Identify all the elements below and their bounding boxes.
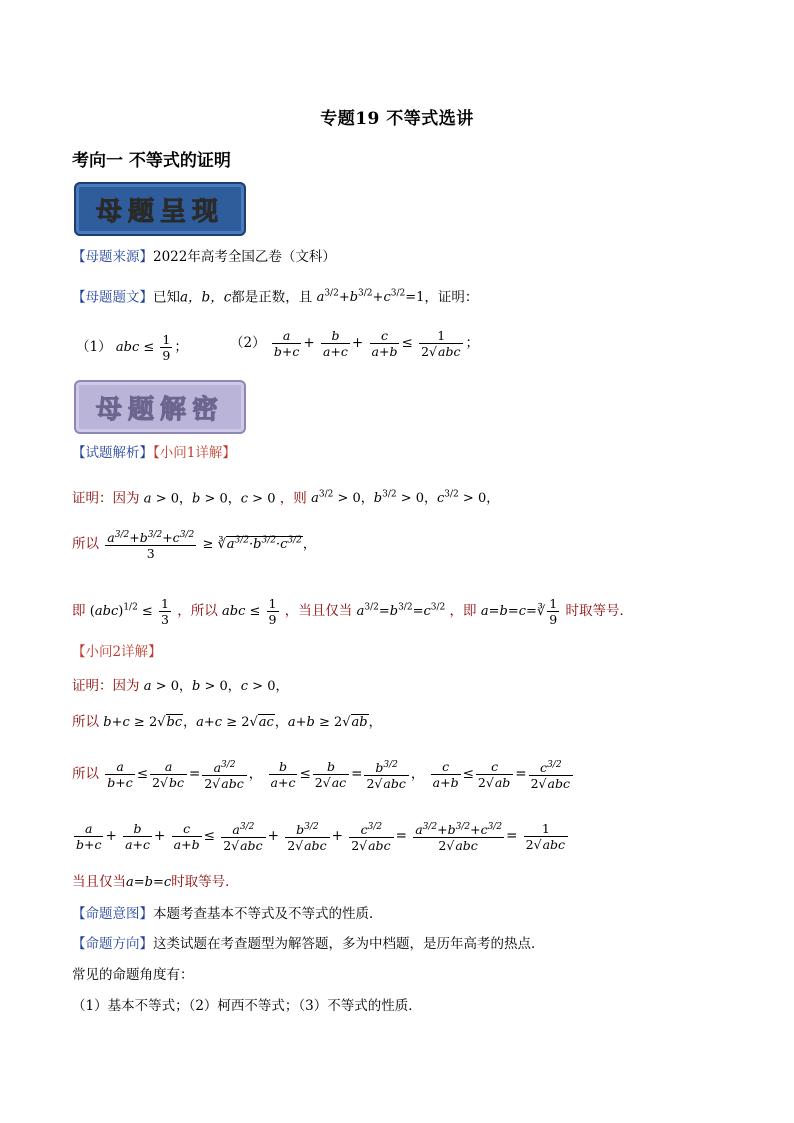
source-tag: 【母题来源】 — [72, 249, 153, 265]
proof1-line1: 证明：因为 a > 0，b > 0，c > 0 ，则 $a^{3/2} > 0$，$b^{3/2} > 0$，$c^{3/2} > 0$， — [72, 490, 500, 507]
angles-title: 常见的命题角度有： — [72, 967, 194, 983]
problem-tag: 【母题题文】 — [72, 289, 153, 306]
proof2-line1: 证明：因为 a > 0，b > 0，c > 0， — [72, 678, 289, 694]
analysis-tag: 【试题解析】 — [72, 445, 153, 461]
proof1-l1-pre: 证明：因为 — [72, 490, 140, 507]
proof1-l3-post: 时取等号． — [565, 603, 633, 619]
question-2: （2） $\frac{a}{b+c}$ + $\frac{b}{a+c}$ + $\frac{c}{a+b}$ ≤ $\frac{1}{\text{2√abc}}$ ； — [230, 328, 479, 359]
problem-vars: a，b，c — [180, 289, 232, 306]
problem-pre: 已知 — [153, 289, 180, 306]
proof1-l2-pre: 所以 — [72, 536, 99, 553]
page-title: 专题19 不等式选讲 — [320, 109, 474, 129]
source-line — [72, 247, 336, 267]
proof2-l2-pre: 所以 — [72, 714, 99, 730]
proof1-l1-mid: ，则 — [279, 490, 307, 507]
source-text: 2022年高考全国乙卷（文科） — [153, 249, 336, 265]
intent-line — [72, 904, 383, 924]
proof2-l5-post: 时取等号． — [171, 874, 239, 890]
banner-solution: 母题解密 — [74, 380, 246, 434]
sub2-tag: 【小问2详解】 — [72, 644, 162, 660]
intent-text: 本题考查基本不等式及不等式的性质． — [153, 906, 383, 922]
proof2-l3-pre: 所以 — [72, 766, 99, 783]
proof2-line5: 当且仅当a=b=c时取等号． — [72, 874, 239, 890]
proof2-l1-pre: 证明：因为 — [72, 678, 140, 694]
analysis-heading — [72, 443, 236, 463]
direction-tag: 【命题方向】 — [72, 936, 153, 952]
proof1-l3-mid3: ，即 — [449, 603, 477, 619]
proof2-line2: 所以 b+c ≥ 2√bc，a+c ≥ 2√ac，a+b ≥ 2√ab， — [72, 714, 382, 730]
direction-line — [72, 934, 545, 954]
proof2-line4: $\frac{a}{b+c}$ + $\frac{b}{a+c}$ + $\frac{c}{a+b}$ ≤ $\frac{a^{3/2}}{\text{2√abc}}$ + $\frac{b^{3/2}}{\text{2√abc}}$ + $\frac{c^{3/2}}{\text{2√abc}}$ = $\frac{a^{3/2}+b^{3/2}+c^{3/2}}{\text{2√abc}}$ = $\frac{1}{\text{2√abc}}$ — [72, 820, 570, 853]
section-heading: 考向一 不等式的证明 — [72, 151, 231, 171]
question-1: （1） abc ≤ $\frac{1}{9}$ ； — [76, 332, 188, 363]
problem-line — [72, 284, 478, 308]
banner-problem: 母题呈现 — [74, 182, 246, 236]
sub1-tag: 【小问1详解】 — [153, 445, 236, 461]
direction-text: 这类试题在考查题型为解答题，多为中档题，是历年高考的热点． — [153, 936, 545, 952]
problem-mid: 都是正数，且 — [231, 289, 313, 306]
proof1-l3-mid1: ，所以 — [177, 603, 218, 619]
intent-tag: 【命题意图】 — [72, 906, 153, 922]
q2-label: （2） — [230, 335, 266, 351]
angles-list: （1）基本不等式；（2）柯西不等式；（3）不等式的性质． — [72, 998, 422, 1014]
q1-label: （1） — [76, 339, 112, 355]
proof2-l5: 当且仅当 — [72, 874, 126, 890]
proof1-line2: 所以 $\frac{a^{3/2}+b^{3/2}+c^{3/2}}{3}$ ≥ $∛a^{3/2}\cdot b^{3/2}\cdot c^{3/2}$， — [72, 530, 316, 562]
proof2-line3: 所以 $\frac{a}{b+c}$ ≤ $\frac{a}{2√bc}$ = $\frac{a^{3/2}}{\text{2√abc}}$ ， $\frac{b}{a+c}$ ≤ $\frac{b}{2√ac}$ = $\frac{b^{3/2}}{\text{2√abc}}$ ， $\frac{c}{a+b}$ ≤ $\frac{c}{2√ab}$ = $\frac{c^{3/2}}{\text{2√abc}}$ — [72, 758, 575, 791]
proof1-line3: 即 (abc)$^{1/2}$ ≤ $\frac{1}{3}$ ，所以 abc ≤ $\frac{1}{9}$ ，当且仅当 $a^{3/2}=b^{3/2}=c^{3/2}$ ，即 a=b=c=∛ $\frac{1}{9}$ 时取等号． — [72, 596, 633, 627]
problem-post: ，证明： — [424, 289, 479, 306]
proof1-l3-mid2: ，当且仅当 — [284, 603, 353, 619]
problem-condition: $a^{3/2}+b^{3/2}+c^{3/2}=1$ — [316, 289, 425, 306]
proof1-l3-pre: 即 — [72, 603, 86, 619]
